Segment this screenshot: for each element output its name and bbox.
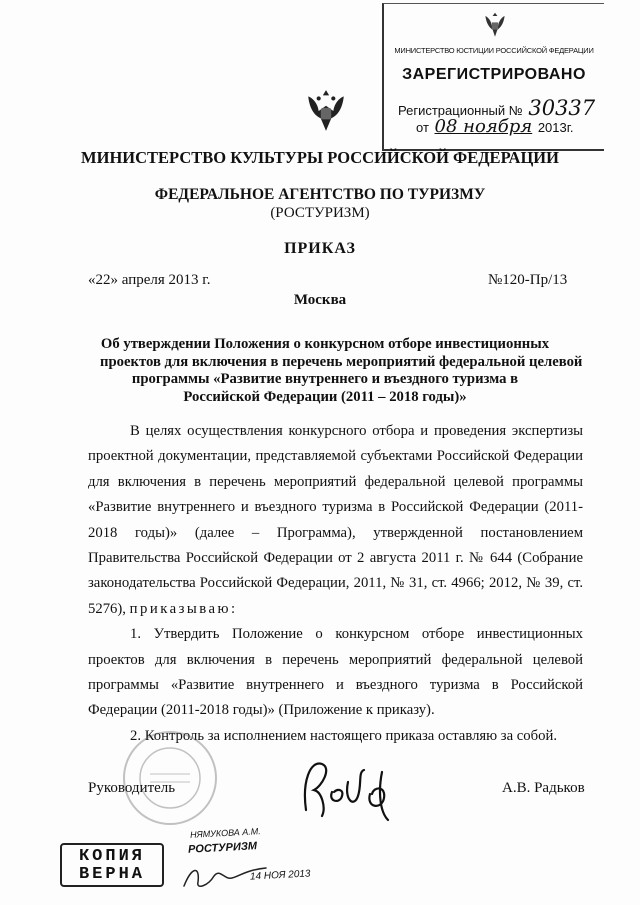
reg-date-value: 08 ноября bbox=[434, 116, 533, 137]
order-word: приказываю: bbox=[129, 600, 238, 617]
certifier-org: РОСТУРИЗМ bbox=[187, 840, 258, 856]
order-city: Москва bbox=[293, 292, 347, 308]
reg-number-label: Регистрационный № bbox=[398, 103, 523, 118]
reg-date-row bbox=[416, 116, 574, 137]
signer-name: А.В. Радьков bbox=[502, 780, 585, 796]
subject-line: проектов для включения в перечень мероприятий федеральной целевой bbox=[100, 353, 583, 370]
copy-stamp-line1: КОПИЯ bbox=[78, 847, 145, 866]
agency-title: ФЕДЕРАЛЬНОЕ АГЕНТСТВО ПО ТУРИЗМУ bbox=[154, 186, 486, 203]
item-1: 1. Утвердить Положение о конкурсном отборе инвестиционных проектов для включения в перечень мероприятий федеральной целевой программы «Развитие внутреннего и въездного туризма в Российской Федерации (2011-2018 годы)» (Приложение к приказу). bbox=[88, 626, 583, 719]
order-body bbox=[88, 419, 583, 749]
document-type: ПРИКАЗ bbox=[284, 240, 356, 257]
eagle-emblem-icon bbox=[479, 8, 511, 40]
certification-date: 14 НОЯ 2013 bbox=[249, 868, 311, 883]
reg-number-value: 30337 bbox=[528, 96, 596, 120]
copy-stamp-line2: ВЕРНА bbox=[78, 865, 145, 884]
reg-date-year: 2013г. bbox=[537, 120, 574, 135]
subject-line: Об утверждении Положения о конкурсном отборе инвестиционных bbox=[100, 336, 550, 352]
copy-stamp bbox=[60, 843, 164, 887]
handwritten-signature bbox=[292, 752, 402, 832]
preamble-text: В целях осуществления конкурсного отбора и проведения экспертизы проектной документации, представляемой субъектами Российской Федерации для включения в перечень мероприятий федеральной целевой программы «Развитие внутреннего и въездного туризма в Российской Федерации (2011-2018 годы)» (далее – Программа), утвержденной постановлением Правительства Российской Федерации от 2 августа 2011 г. № 644 (Собрание законодательства Российской Федерации, 2011, № 31, ст. 4966; 2012, № 39, ст. 5276), bbox=[88, 423, 583, 617]
reg-status: ЗАРЕГИСТРИРОВАНО bbox=[402, 66, 586, 83]
preamble-paragraph bbox=[88, 419, 583, 622]
agency-abbreviation: (РОСТУРИЗМ) bbox=[270, 205, 370, 221]
reg-date-prefix: от bbox=[416, 120, 429, 135]
registration-stamp bbox=[382, 3, 604, 151]
round-seal-icon bbox=[120, 728, 220, 828]
order-number: №120-Пр/13 bbox=[488, 272, 568, 288]
subject-line: Российской Федерации (2011 – 2018 годы)» bbox=[183, 388, 467, 405]
reg-ministry-text: МИНИСТЕРСТВО ЮСТИЦИИ РОССИЙСКОЙ ФЕДЕРАЦИИ bbox=[394, 46, 594, 55]
order-subject bbox=[100, 336, 583, 406]
certifier-name: НЯМУКОВА А.М. bbox=[189, 826, 262, 840]
signer-position: Руководитель bbox=[88, 780, 176, 796]
order-date: «22» апреля 2013 г. bbox=[88, 272, 211, 288]
subject-line: программы «Развитие внутреннего и въездного туризма в bbox=[131, 371, 519, 387]
coat-of-arms-icon bbox=[305, 88, 347, 134]
ministry-title: МИНИСТЕРСТВО КУЛЬТУРЫ РОССИЙСКОЙ ФЕДЕРАЦИИ bbox=[81, 148, 559, 167]
item-2: 2. Контроль за исполнением настоящего приказа оставляю за собой. bbox=[130, 727, 557, 744]
